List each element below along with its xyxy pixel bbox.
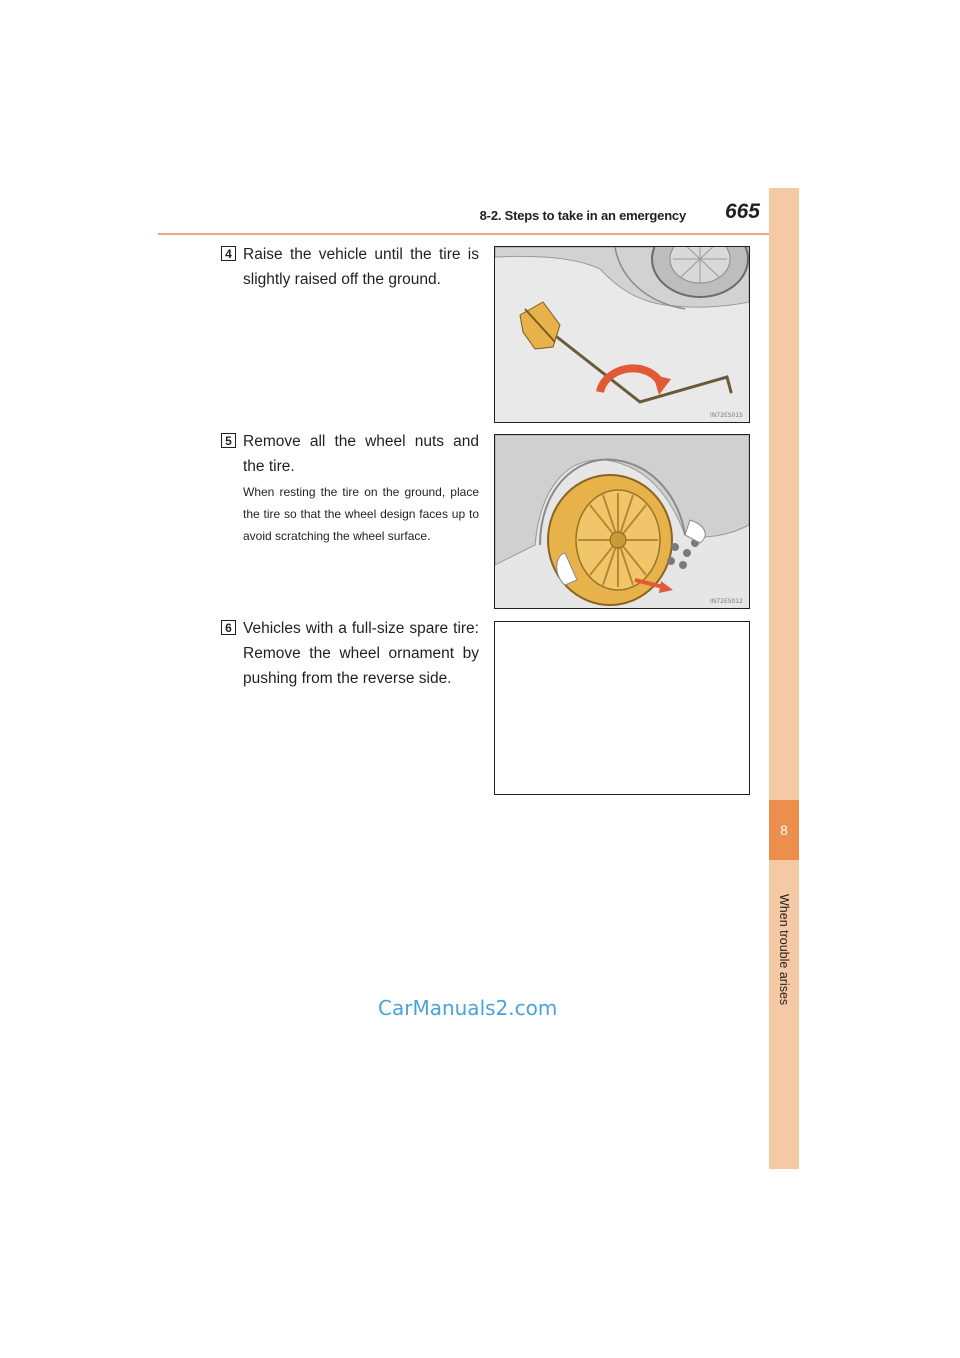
step-number-badge: 4 (221, 246, 236, 261)
step-instruction: Remove all the wheel nuts and the tire. (243, 433, 479, 475)
page-number: 665 (724, 200, 760, 223)
header-divider (158, 233, 799, 235)
section-title: 8-2. Steps to take in an emergency (479, 208, 686, 223)
watermark[interactable]: CarManuals2.com (378, 996, 558, 1020)
figure-code: IN72ES012 (710, 598, 743, 605)
figure-code: IN72ES015 (710, 412, 743, 419)
step-instruction: Raise the vehicle until the tire is slightly raised off the ground. (243, 246, 479, 288)
chapter-title: When trouble arises (777, 894, 791, 1006)
figure-remove-tire (494, 434, 750, 609)
chapter-side-tab (769, 188, 799, 1169)
chapter-number-tab[interactable] (769, 800, 799, 860)
step-number-badge: 6 (221, 620, 236, 635)
step-number-badge: 5 (221, 433, 236, 448)
step-note: When resting the tire on the ground, place the tire so that the wheel design faces up to avoid scratching the wheel surface. (243, 485, 479, 543)
step-instruction: Vehicles with a full-size spare tire: Remove the wheel ornament by pushing from the reverse side. (243, 620, 479, 687)
figure-placeholder (494, 621, 750, 795)
tire-removal-illustration (495, 435, 749, 608)
chapter-number: 8 (780, 822, 788, 838)
jack-illustration (495, 247, 749, 422)
figure-jack-raise (494, 246, 750, 423)
chapter-title-tab (770, 880, 798, 1020)
